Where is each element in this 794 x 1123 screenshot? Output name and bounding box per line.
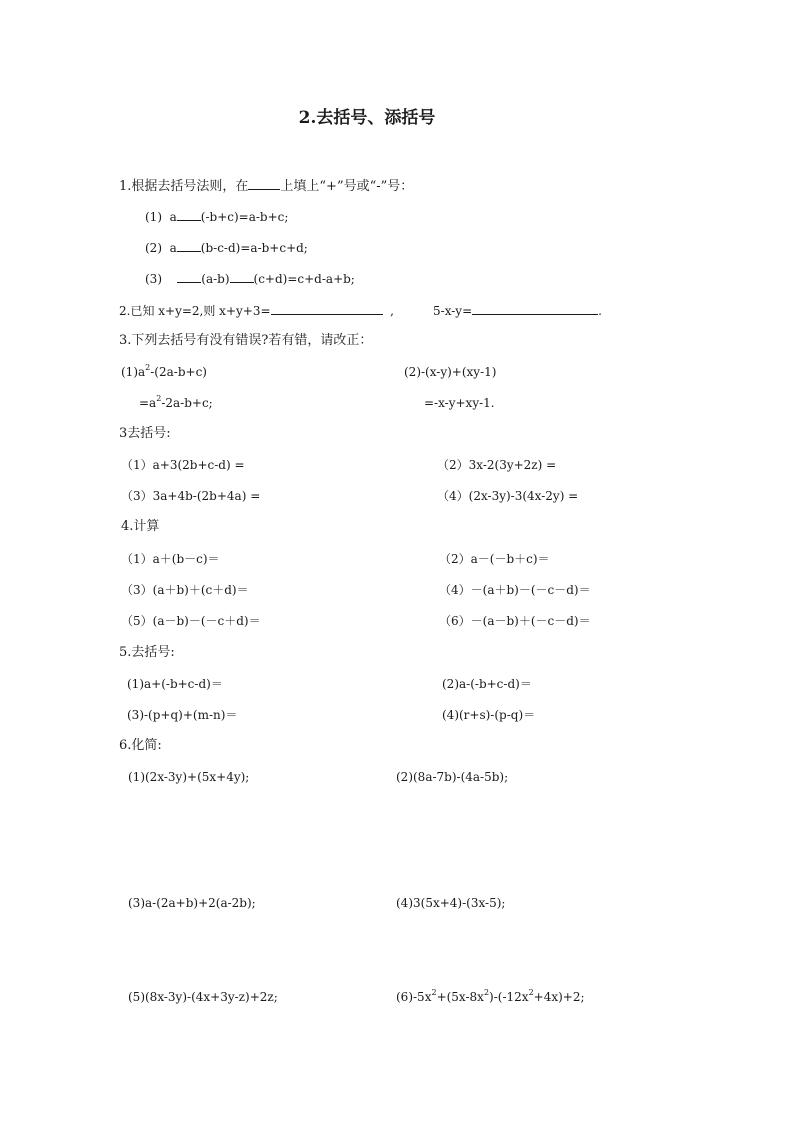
expr-part: +4x)+2; <box>533 990 585 1004</box>
item-text: (-b+c)=a-b+c; <box>200 210 289 224</box>
question-2 <box>119 303 394 318</box>
exponent: 2 <box>145 363 151 372</box>
question-3b-stem: 3去括号: <box>119 426 171 441</box>
q5-item-4: (4)(r+s)-(p-q)＝ <box>442 708 536 722</box>
q5-item-3: (3)-(p+q)+(m-n)＝ <box>127 708 238 722</box>
q1-stem-b: 上填上“+”号或“-”号： <box>280 179 414 194</box>
expr-part: (1)a <box>121 365 146 379</box>
q2-text: 5-x-y= <box>433 304 473 318</box>
answer-blank[interactable] <box>177 271 201 283</box>
question-3-stem: 3.下列去括号有没有错误?若有错，请改正： <box>119 333 373 348</box>
item-text: (a-b) <box>201 272 230 286</box>
item-text: a <box>169 210 177 224</box>
q6-item-1: (1)(2x-3y)+(5x+4y); <box>128 770 250 784</box>
q6-item-4: (4)3(5x+4)-(3x-5); <box>396 896 506 910</box>
q5-item-1: (1)a+(-b+c-d)＝ <box>127 677 223 691</box>
q5-item-2: (2)a-(-b+c-d)＝ <box>442 677 532 691</box>
answer-blank[interactable] <box>177 240 201 252</box>
q2-period: . <box>598 304 602 318</box>
q1-stem-a: 1.根据去括号法则，在 <box>119 179 249 194</box>
q2-comma: , <box>390 304 394 318</box>
q4-item-6: （6）－(a－b)＋(－c－d)＝ <box>439 614 591 628</box>
expr-part: =a <box>139 396 157 410</box>
item-number: (3) <box>145 272 162 286</box>
q2-text: 2.已知 x+y=2,则 x+y+3= <box>119 304 271 318</box>
exponent: 2 <box>431 988 437 997</box>
expr-part: +(5x-8x <box>436 990 484 1004</box>
answer-blank[interactable] <box>472 303 598 315</box>
q6-item-6 <box>396 990 585 1004</box>
question-1-stem <box>119 178 413 194</box>
item-text: (c+d)=c+d-a+b; <box>253 272 355 286</box>
q3-left-line-1 <box>121 365 207 379</box>
question-5-stem: 5.去括号: <box>119 645 175 660</box>
q3b-item-3: （3）3a+4b-(2b+4a) = <box>121 489 261 503</box>
expr-part: -2a-b+c; <box>161 396 213 410</box>
q4-item-5: （5）(a－b)－(－c＋d)＝ <box>121 614 261 628</box>
q6-item-2: (2)(8a-7b)-(4a-5b); <box>396 770 509 784</box>
expr-part: )-(-12x <box>489 990 529 1004</box>
q4-item-4: （4）－(a＋b)－(－c－d)＝ <box>439 583 591 597</box>
exponent: 2 <box>528 988 534 997</box>
q3-right-line-2: =-x-y+xy-1. <box>424 396 495 410</box>
q6-item-5: (5)(8x-3y)-(4x+3y-z)+2z; <box>128 990 278 1004</box>
question-4-stem: 4.计算 <box>121 519 160 534</box>
q3b-item-4: （4）(2x-3y)-3(4x-2y) = <box>437 489 579 503</box>
q4-item-2: （2）a－(－b＋c)＝ <box>439 552 550 566</box>
exponent: 2 <box>156 394 162 403</box>
item-number: (1) <box>145 210 162 224</box>
q3b-item-1: （1）a+3(2b+c-d) = <box>121 458 245 472</box>
expr-part: -(2a-b+c) <box>150 365 207 379</box>
answer-blank[interactable] <box>177 209 201 221</box>
answer-blank[interactable] <box>248 178 280 190</box>
q4-item-3: （3）(a＋b)＋(c＋d)＝ <box>121 583 249 597</box>
question-2-part-b <box>433 303 602 318</box>
q6-item-3: (3)a-(2a+b)+2(a-2b); <box>128 896 256 910</box>
q1-item-3 <box>145 271 355 286</box>
q1-item-1 <box>145 209 288 224</box>
item-text: (b-c-d)=a-b+c+d; <box>200 241 308 255</box>
q4-item-1: （1）a＋(b－c)＝ <box>121 552 220 566</box>
answer-blank[interactable] <box>271 303 383 315</box>
question-6-stem: 6.化简: <box>119 738 162 753</box>
q3-right-line-1: (2)-(x-y)+(xy-1) <box>404 365 497 379</box>
exponent: 2 <box>483 988 490 997</box>
q3b-item-2: （2）3x-2(3y+2z) = <box>437 458 557 472</box>
page-title: 2.去括号、添括号 <box>298 108 436 128</box>
q3-left-line-2 <box>139 396 213 410</box>
answer-blank[interactable] <box>230 271 254 283</box>
item-number: (2) <box>145 241 162 255</box>
q1-item-2 <box>145 240 308 255</box>
item-text: a <box>169 241 177 255</box>
expr-part: (6)-5x <box>396 990 432 1004</box>
